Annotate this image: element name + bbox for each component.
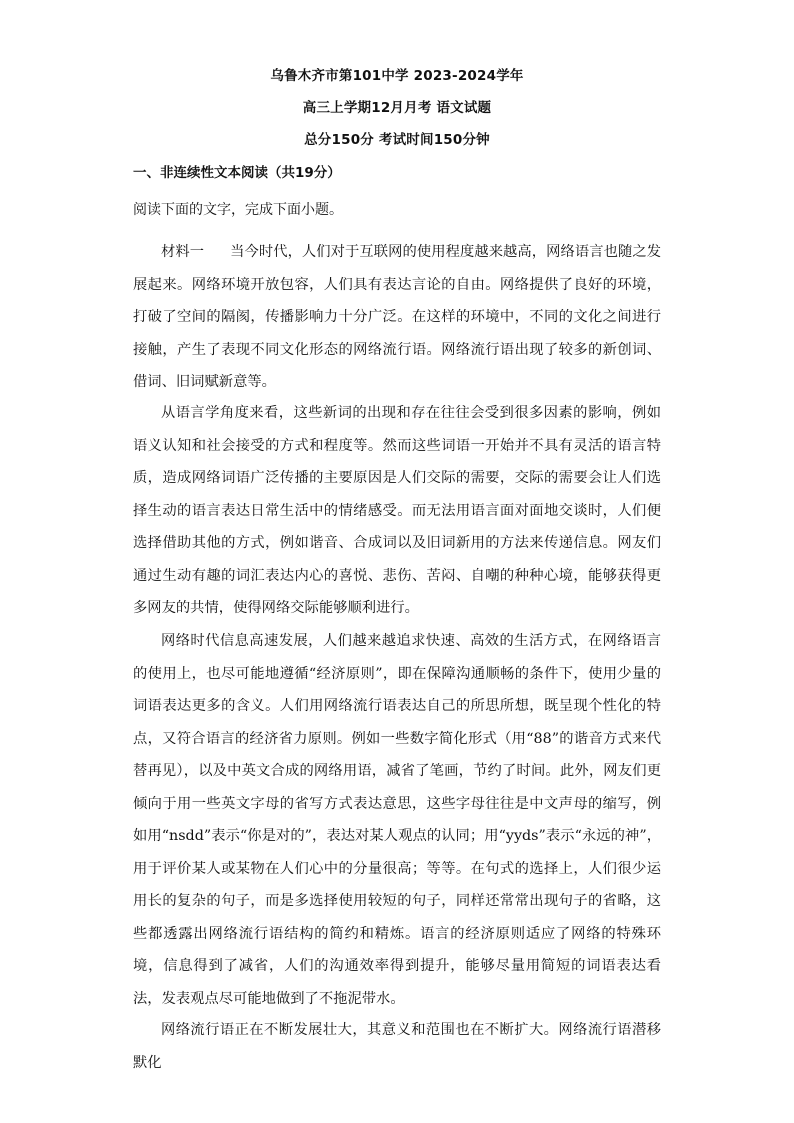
paragraph-material-one xyxy=(133,236,661,399)
paragraph-economy-principle: 网络时代信息高速发展，人们越来越追求快速、高效的生活方式，在网络语言的使用上，也尽可能地遵循“经济原则”，即在保障沟通顺畅的条件下，使用少量的词语表达更多的含义。人们用网络流行语表达自己的所思所想，既呈现个性化的特点，又符合语言的经济省力原则。例如一些数字简化形式（用“88”的谐音方式来代替再见），以及中英文合成的网络用语，减省了笔画，节约了时间。此外，网友们更倾向于用一些英文字母的省写方式表达意思，这些字母往往是中文声母的缩写，例如用“nsdd”表示“你是对的”，表达对某人观点的认同；用“yyds”表示“永远的神”，用于评价某人或某物在人们心中的分量很高；等等。在句式的选择上，人们很少运用长的复杂的句子，而是多选择使用较短的句子，同样还常常出现句子的省略，这些都透露出网络流行语结构的简约和精炼。语言的经济原则适应了网络的特殊环境，信息得到了减省，人们的沟通效率得到提升，能够尽量用简短的词语表达看法，发表观点尽可能地做到了不拖泥带水。 xyxy=(133,633,661,1007)
paragraph-development: 网络流行语正在不断发展壮大，其意义和范围也在不断扩大。网络流行语潜移默化 xyxy=(133,1022,661,1071)
exam-school-title: 乌鲁木齐市第101中学 2023-2024学年 xyxy=(270,68,524,84)
paragraph-linguistics: 从语言学角度来看，这些新词的出现和存在往往会受到很多因素的影响，例如语义认知和社会接受的方式和程度等。然而这些词语一开始并不具有灵活的语言特质，造成网络词语广泛传播的主要原因是人们交际的需要，交际的需要会让人们选择生动的语言表达日常生活中的情绪感受。而无法用语言面对面地交谈时，人们便选择借助其他的方式，例如谐音、合成词以及旧词新用的方法来传递信息。网友们通过生动有趣的词汇表达内心的喜悦、悲伤、苦闷、自嘲的种种心境，能够获得更多网友的共情，使得网络交际能够顺利进行。 xyxy=(133,405,661,616)
exam-subject-title: 高三上学期12月月考 语文试题 xyxy=(302,100,492,116)
exam-score-time: 总分150分 考试时间150分钟 xyxy=(304,132,490,148)
reading-instruction: 阅读下面的文字，完成下面小题。 xyxy=(133,202,343,218)
section-heading: 一、非连续性文本阅读（共19分） xyxy=(133,165,341,181)
paragraph-text: 当今时代，人们对于互联网的使用程度越来越高，网络语言也随之发展起来。网络环境开放包容，人们具有表达言论的自由。网络提供了良好的环境，打破了空间的隔阂，传播影响力十分广泛。在这样的环境中，不同的文化之间进行接触，产生了表现不同文化形态的网络流行语。网络流行语出现了较多的新创词、借词、旧词赋新意等。 xyxy=(133,244,662,390)
material-label: 材料一 xyxy=(161,244,205,260)
